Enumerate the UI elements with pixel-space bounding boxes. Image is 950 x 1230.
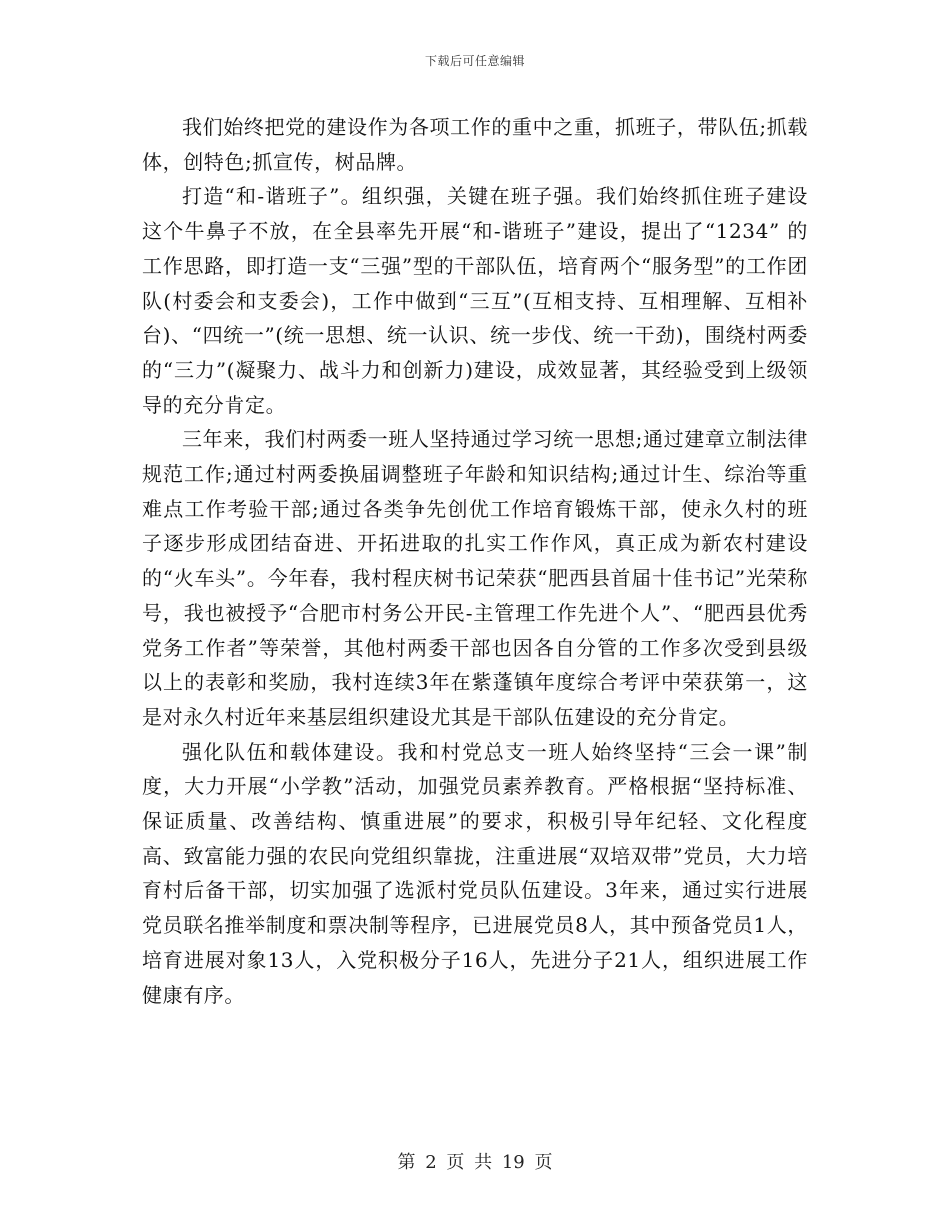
page-number: 第 2 页 共 19 页	[397, 1152, 553, 1173]
paragraph-harmonious-team: 打造“和-谐班子”。组织强，关键在班子强。我们始终抓住班子建设这个牛鼻子不放，在全县率先开展“和-谐班子”建设，提出了“1234” 的工作思路，即打造一支“三强”型的干部队伍，培育两个“服务型”的工作团队(村委会和支委会)，工作中做到“三互”(互相支持、互相理解、互相补台)、“四统一”(统一思想、统一认识、统一步伐、统一干劲)，围绕村两委的“三力”(凝聚力、战斗力和创新力)建设，成效显著，其经验受到上级领导的充分肯定。	[142, 184, 808, 417]
paragraph-three-years: 三年来，我们村两委一班人坚持通过学习统一思想;通过建章立制法律规范工作;通过村两委换届调整班子年龄和知识结构;通过计生、综治等重难点工作考验干部;通过各类争先创优工作培育锻炼干部，使永久村的班子逐步形成团结奋进、开拓进取的扎实工作作风，真正成为新农村建设的“火车头”。今年春，我村程庆树书记荣获“肥西县首届十佳书记”光荣称号，我也被授予“合肥市村务公开民-主管理工作先进个人”、“肥西县优秀党务工作者”等荣誉，其他村两委干部也因各自分管的工作多次受到县级以上的表彰和奖励，我村连续3年在紫蓬镇年度综合考评中荣获第一，这是对永久村近年来基层组织建设尤其是干部队伍建设的充分肯定。	[142, 427, 808, 729]
page-header-note: 下载后可任意编辑	[424, 54, 525, 68]
document-body	[142, 110, 808, 1012]
paragraph-party-building: 我们始终把党的建设作为各项工作的重中之重，抓班子，带队伍;抓载体，创特色;抓宣传，树品牌。	[142, 115, 808, 174]
paragraph-team-building: 强化队伍和载体建设。我和村党总支一班人始终坚持“三会一课”制度，大力开展“小学教”活动，加强党员素养教育。严格根据“坚持标准、保证质量、改善结构、慎重进展”的要求，积极引导年纪轻、文化程度高、致富能力强的农民向党组织靠拢，注重进展“双培双带”党员，大力培育村后备干部，切实加强了选派村党员队伍建设。3年来，通过实行进展党员联名推举制度和票决制等程序，已进展党员8人，其中预备党员1人，培育进展对象13人，入党积极分子16人，先进分子21人，组织进展工作健康有序。	[142, 739, 808, 1007]
